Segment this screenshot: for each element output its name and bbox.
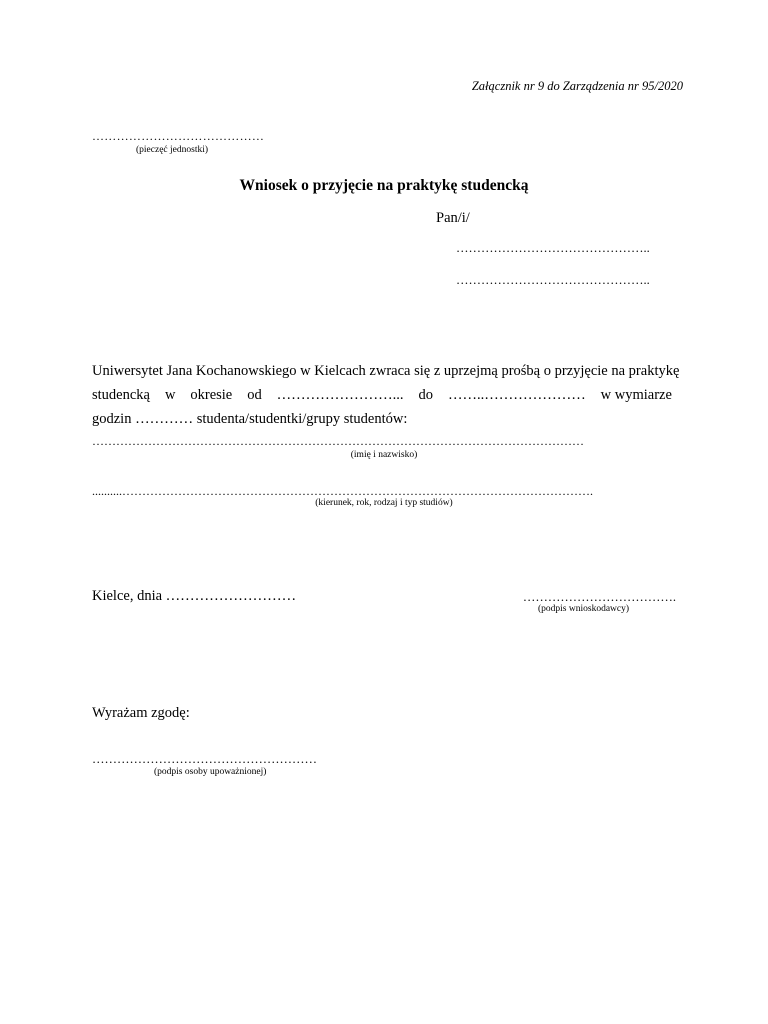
student-name-caption: (imię i nazwisko) [350, 450, 418, 460]
study-details-field: ..........………………………………………………………………………………………………………. [92, 484, 593, 498]
request-text-line-1: Uniwersytet Jana Kochanowskiego w Kielcach zwraca się z uprzejmą prośbą o przyjęcie na praktykę [92, 363, 680, 379]
place-date: Kielce, dnia ……………………… [92, 588, 297, 604]
request-word: w [164, 387, 176, 403]
stamp-placeholder-line: …………………………………… [92, 129, 265, 143]
addressee-label: Pan/i/ [436, 210, 470, 226]
period-from-field: ……………………... [276, 387, 404, 403]
period-to-field: ……..………………… [447, 387, 586, 403]
addressee-line-1: ……………………………………….. [456, 241, 650, 255]
request-text-line-3: godzin ………… studenta/studentki/grupy studentów: [92, 411, 408, 427]
applicant-signature-line: ………………………………. [522, 590, 676, 604]
annex-note: Załącznik nr 9 do Zarządzenia nr 95/2020 [471, 79, 683, 93]
consent-label: Wyrażam zgodę: [92, 705, 190, 721]
applicant-signature-caption: (podpis wnioskodawcy) [538, 604, 630, 614]
addressee-line-2: ……………………………………….. [456, 273, 650, 287]
student-name-field: …………………………………………………………………………………………………………… [92, 434, 584, 448]
request-word: do [418, 387, 433, 403]
request-word: okresie [190, 387, 233, 403]
authorized-signature-caption: (podpis osoby upoważnionej) [154, 767, 267, 777]
request-word: studencką [92, 387, 150, 403]
request-word: od [247, 387, 262, 403]
authorized-signature-line: ……………………………………………… [92, 752, 317, 766]
stamp-caption: (pieczęć jednostki) [136, 145, 209, 155]
study-details-caption: (kierunek, rok, rodzaj i typ studiów) [315, 498, 453, 508]
document-title: Wniosek o przyjęcie na praktykę studencką [239, 177, 529, 194]
request-word: w wymiarze [600, 387, 672, 403]
request-text-line-2 [92, 387, 672, 404]
